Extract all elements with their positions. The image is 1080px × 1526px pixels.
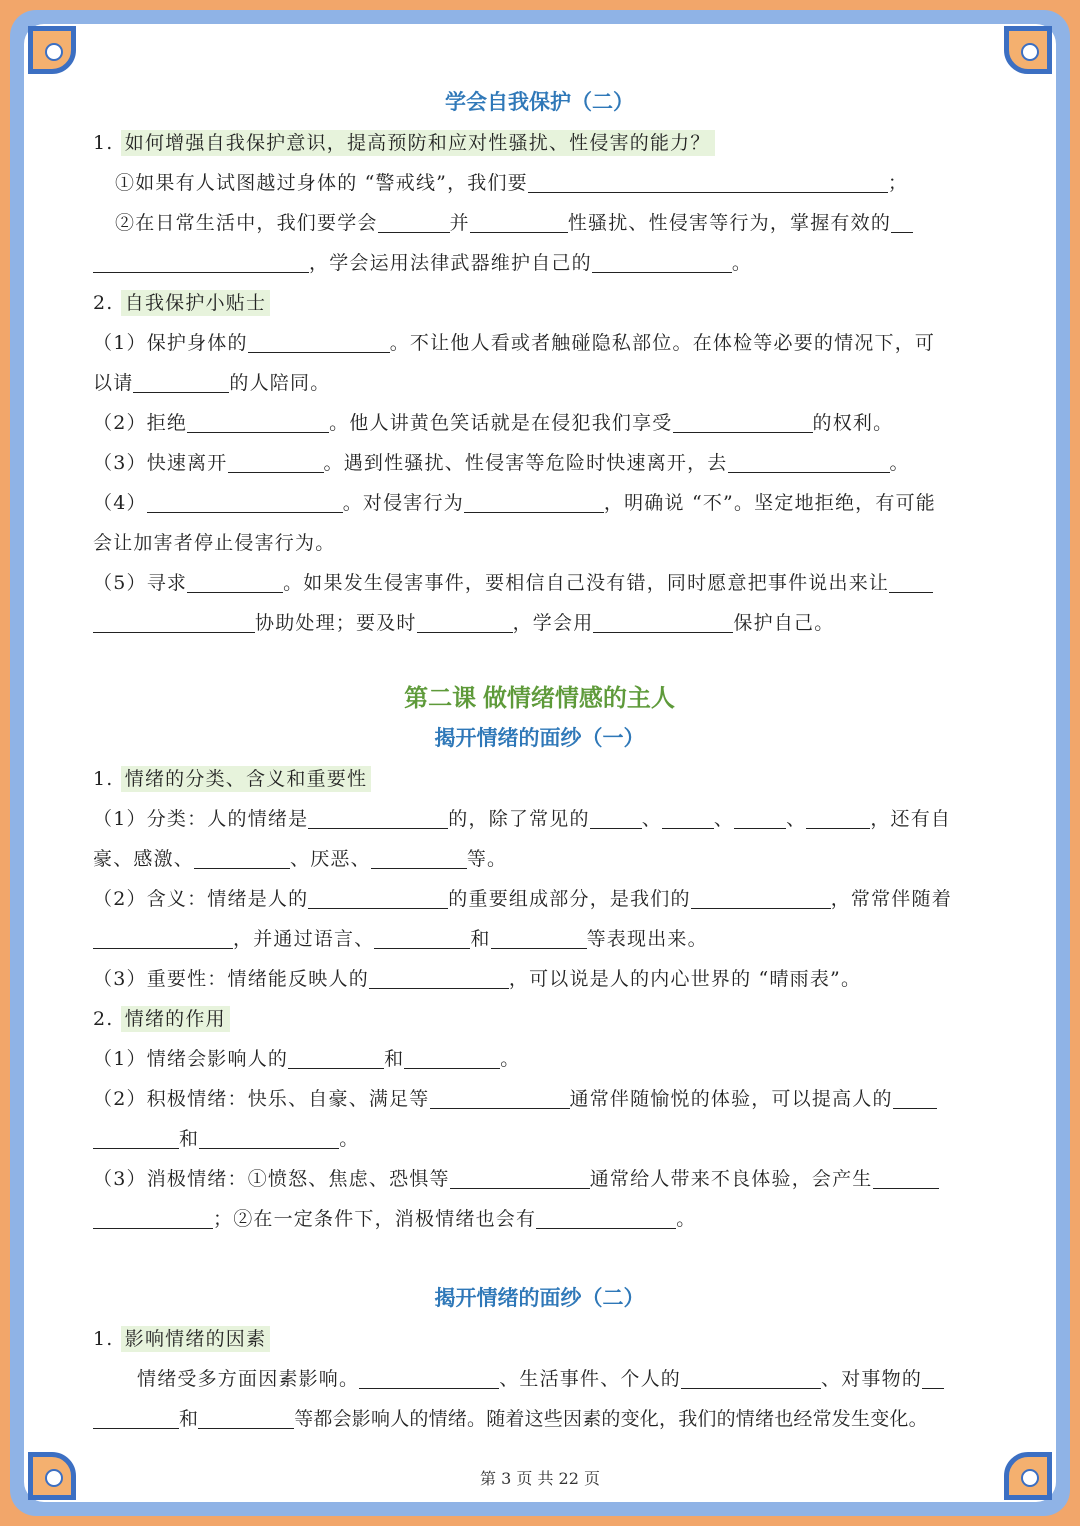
question-heading [93,759,986,799]
text: （2）拒绝 [93,412,188,434]
text: （3）消极情绪：①愤怒、焦虑、恐惧等 [93,1168,450,1190]
blank-field[interactable] [430,1086,570,1109]
lesson-title: 第二课 做情绪情感的主人 [404,685,675,712]
blank-field[interactable] [93,610,255,633]
blank-field[interactable] [93,250,309,273]
blank-field[interactable] [922,1366,944,1389]
text: （1）情绪会影响人的 [93,1048,289,1070]
answer-line [93,839,986,879]
text: ，学会用 [512,612,594,634]
question-highlight: 如何增强自我保护意识，提高预防和应对性骚扰、性侵害的能力？ [121,130,715,156]
blank-field[interactable] [593,610,733,633]
blank-field[interactable] [889,570,933,593]
answer-line [93,919,986,959]
spacer [93,1239,986,1279]
blank-field[interactable] [592,250,732,273]
question-number: 1. [93,1328,121,1350]
blank-field[interactable] [93,926,233,949]
blank-field[interactable] [228,450,324,473]
blank-field[interactable] [369,966,509,989]
answer-line [93,243,986,283]
answer-line [93,563,986,603]
text: 等表现出来。 [586,928,708,950]
corner-ornament-icon [1004,26,1052,74]
text: 。他人讲黄色笑话就是在侵犯我们享受 [329,412,673,434]
text: （4） [93,492,147,514]
spacer [93,643,986,679]
blank-field[interactable] [806,806,870,829]
text: ，还有自 [870,808,952,830]
answer-line [93,323,986,363]
question-number: 2. [93,292,121,314]
text: ，学会运用法律武器维护自己的 [309,252,592,274]
text: 。对侵害行为 [342,492,464,514]
text: 通常伴随愉悦的体验，可以提高人的 [569,1088,893,1110]
text: ，可以说是人的内心世界的 “晴雨表”。 [508,968,862,990]
blank-field[interactable] [359,1366,499,1389]
blank-field[interactable] [308,806,448,829]
text: 以请 [93,372,134,394]
question-highlight: 情绪的分类、含义和重要性 [121,766,371,792]
corner-ornament-icon [28,26,76,74]
text: 。 [339,1128,360,1150]
text: 通常给人带来不良体验，会产生 [589,1168,873,1190]
text: （3）重要性：情绪能反映人的 [93,968,369,990]
answer-line [93,523,986,563]
answer-line [93,203,986,243]
text: 和 [179,1408,199,1430]
question-highlight: 情绪的作用 [121,1006,230,1032]
text: 、 [786,808,807,830]
blank-field[interactable] [371,846,467,869]
text: 等都会影响人的情绪。随着这些因素的变化，我们的情绪也经常发生变化。 [294,1408,928,1430]
answer-line [93,1399,986,1439]
text: 。不让他人看或者触碰隐私部位。在体检等必要的情况下，可 [389,332,936,354]
answer-line [93,879,986,919]
answer-line [93,1199,986,1239]
text: （2）积极情绪：快乐、自豪、满足等 [93,1088,430,1110]
worksheet-content [93,83,986,1439]
text: （2）含义：情绪是人的 [93,888,309,910]
blank-field[interactable] [691,886,831,909]
blank-field[interactable] [662,806,714,829]
text: 保护自己。 [733,612,835,634]
text: 协助处理；要及时 [255,612,417,634]
text: 。如果发生侵害事件，要相信自己没有错，同时愿意把事件说出来让 [283,572,890,594]
text: 和 [384,1048,405,1070]
blank-field[interactable] [187,410,329,433]
text: （1）分类：人的情绪是 [93,808,309,830]
blank-field[interactable] [873,1166,939,1189]
text: （3）快速离开 [93,452,228,474]
page-footer: 第 3 页 共 22 页 [480,1469,600,1488]
text: ； [887,172,909,194]
text: 的权利。 [812,412,894,434]
question-heading [93,123,986,163]
text: ，明确说 “不”。坚定地拒绝，有可能 [603,492,936,514]
text: ，常常伴随着 [830,888,952,910]
blank-field[interactable] [734,806,786,829]
blank-field[interactable] [450,1166,590,1189]
text: （1）保护身体的 [93,332,248,354]
answer-line [93,603,986,643]
answer-line [93,1359,986,1399]
question-heading [93,999,986,1039]
text: 。遇到性骚扰、性侵害等危险时快速离开，去 [323,452,728,474]
answer-line [93,443,986,483]
question-highlight: 自我保护小贴士 [121,290,270,316]
text: 和 [179,1128,200,1150]
question-number: 1. [93,132,121,154]
section-title: 揭开情绪的面纱（二） [434,1287,645,1310]
text: 、 [713,808,735,830]
answer-line [93,1079,986,1119]
question-number: 1. [93,768,121,790]
section-title: 揭开情绪的面纱（一） [434,727,645,750]
blank-field[interactable] [93,1126,179,1149]
answer-line [93,959,986,999]
blank-field[interactable] [378,210,450,233]
blank-field[interactable] [891,210,913,233]
question-heading [93,283,986,323]
blank-field[interactable] [288,1046,384,1069]
text: 、生活事件、个人的 [499,1368,682,1390]
question-heading [93,1319,986,1359]
text: 性骚扰、性侵害等行为，掌握有效的 [567,212,892,234]
text: ②在日常生活中，我们要学会 [115,212,378,234]
blank-field[interactable] [187,570,283,593]
text: ，并通过语言、 [233,928,375,950]
blank-field[interactable] [374,926,470,949]
blank-field[interactable] [728,450,890,473]
text: 。 [731,252,753,274]
blank-field[interactable] [681,1366,821,1389]
text: 并 [449,212,470,234]
text: 、厌恶、 [290,848,371,870]
blank-field[interactable] [528,170,888,193]
text: 豪、感激、 [93,848,195,870]
text: ；②在一定条件下，消极情绪也会有 [213,1208,537,1230]
blank-field[interactable] [93,1406,179,1429]
answer-line [93,403,986,443]
text: 。 [500,1048,521,1070]
text: ①如果有人试图越过身体的 “警戒线”，我们要 [115,172,528,194]
text: 情绪受多方面因素影响。 [137,1368,360,1390]
section-title: 学会自我保护（二） [445,91,634,114]
blank-field[interactable] [464,490,604,513]
blank-field[interactable] [198,1406,294,1429]
blank-field[interactable] [93,1206,213,1229]
text: 的重要组成部分，是我们的 [448,888,691,910]
text: 。 [676,1208,697,1230]
text: 的人陪同。 [229,372,331,394]
blank-field[interactable] [673,410,813,433]
blank-field[interactable] [248,330,390,353]
question-highlight: 影响情绪的因素 [121,1326,270,1352]
question-number: 2. [93,1008,121,1030]
text: 的，除了常见的 [448,808,590,830]
blank-field[interactable] [194,846,290,869]
text: （5）寻求 [93,572,188,594]
blank-field[interactable] [893,1086,937,1109]
answer-line [93,483,986,523]
blank-field[interactable] [417,610,513,633]
answer-line [93,1119,986,1159]
blank-field[interactable] [590,806,642,829]
blank-field[interactable] [491,926,587,949]
answer-line [93,163,986,203]
answer-line [93,363,986,403]
blank-field[interactable] [536,1206,676,1229]
blank-field[interactable] [147,490,343,513]
blank-field[interactable] [308,886,448,909]
text: 和 [470,928,491,950]
answer-line [93,799,986,839]
text: 。 [889,452,910,474]
text: 、对事物的 [821,1368,923,1390]
answer-line [93,1159,986,1199]
text: 等。 [466,848,508,870]
blank-field[interactable] [199,1126,339,1149]
blank-field[interactable] [404,1046,500,1069]
text: 、 [641,808,662,830]
answer-line [93,1039,986,1079]
blank-field[interactable] [133,370,229,393]
blank-field[interactable] [470,210,568,233]
text: 会让加害者停止侵害行为。 [93,532,336,554]
